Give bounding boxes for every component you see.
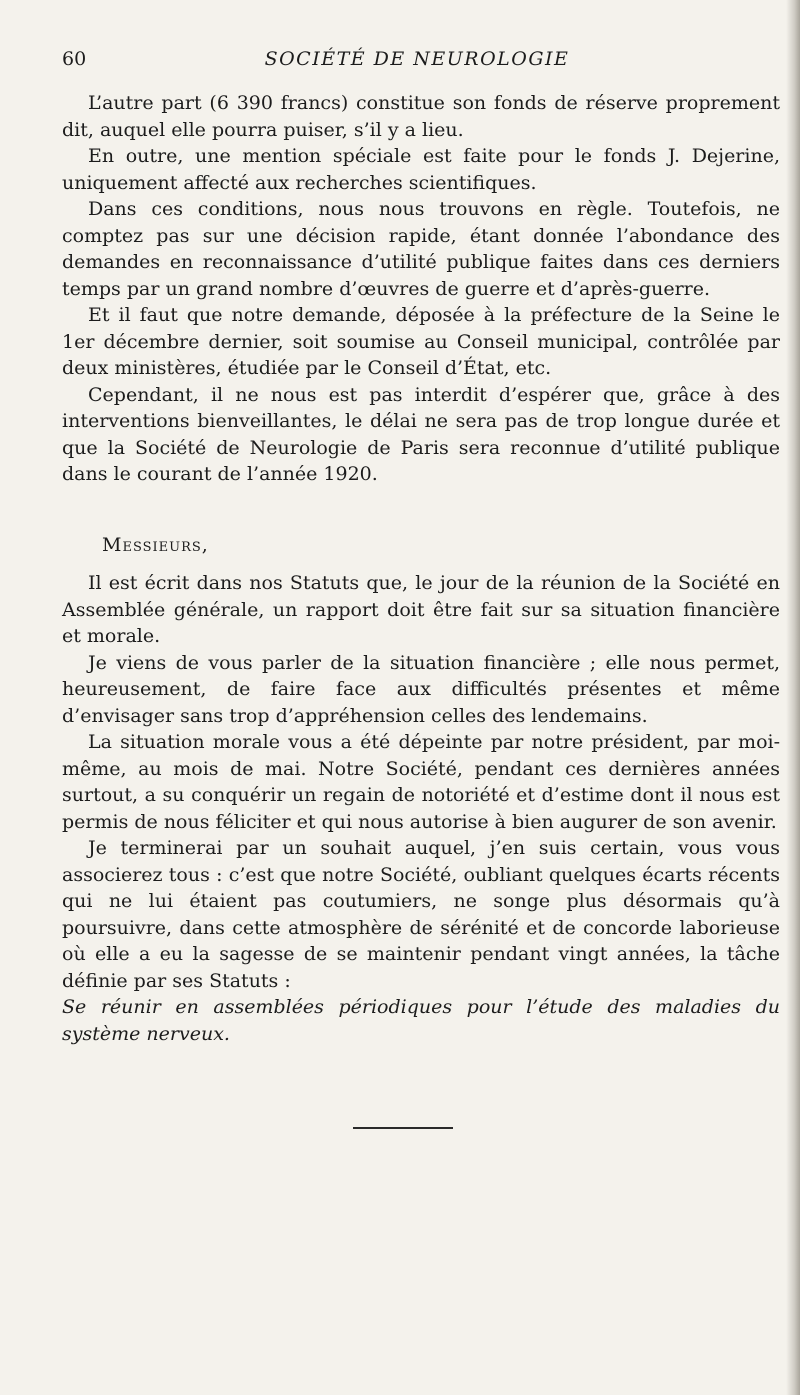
page-number: 60 <box>62 48 87 70</box>
paragraph: Dans ces conditions, nous nous trouvons en règle. Toutefois, ne comptez pas sur une décision rapide, étant donnée l’abondance des demandes en reconnaissance d’utilité publique faites dans ces derniers temps par un grand nombre d’œuvres de guerre et d’après-guerre. <box>62 198 780 300</box>
paragraph: L’autre part (6 390 francs) constitue son fonds de réserve proprement dit, auquel elle pourra puiser, s’il y a lieu. <box>62 92 780 141</box>
paragraph: Il est écrit dans nos Statuts que, le jour de la réunion de la Société en Assemblée générale, un rapport doit être fait sur sa situation financière et morale. <box>62 572 780 647</box>
running-title: SOCIÉTÉ DE NEUROLOGIE <box>264 48 570 70</box>
paragraph: Je viens de vous parler de la situation financière ; elle nous permet, heureusement, de faire face aux difficultés présentes et même d’envisager sans trop d’appréhension celles des lendemains. <box>62 651 780 727</box>
section-heading: Messieurs, <box>102 533 209 556</box>
paragraph: Cependant, il ne nous est pas interdit d’espérer que, grâce à des interventions bienveillantes, le délai ne sera pas de trop longue durée et que la Société de Neurologie de Paris sera reconnue d’utilité publique dans le courant de l’année 1920. <box>62 383 780 485</box>
page-body <box>62 90 780 1047</box>
closing-rule <box>353 1127 453 1129</box>
paragraph: Je terminerai par un souhait auquel, j’en suis certain, vous vous associerez tous : c’est que notre Société, oubliant quelques écarts récents qui ne lui étaient pas coutumiers, ne songe plus désormais qu’à poursuivre, dans cette atmosphère de sérénité et de concorde laborieuse où elle a eu la sagesse de se maintenir pendant vingt années, la tâche définie par ses Statuts : <box>62 837 780 992</box>
paragraph: Et il faut que notre demande, déposée à la préfecture de la Seine le 1er décembre dernier, soit soumise au Conseil municipal, contrôlée par deux ministères, étudiée par le Conseil d’État, etc. <box>62 304 780 379</box>
paragraph: La situation morale vous a été dépeinte par notre président, par moi-même, au mois de mai. Notre Société, pendant ces dernières années surtout, a su conquérir un regain de notoriété et d’estime dont il nous est permis de nous féliciter et qui nous autorise à bien augurer de son avenir. <box>62 731 780 833</box>
closing-italic-text: Se réunir en assemblées périodiques pour l’étude des maladies du système nerveux. <box>62 996 780 1045</box>
page-edge-shadow <box>786 0 800 1395</box>
page-header <box>62 48 772 76</box>
paragraph: En outre, une mention spéciale est faite pour le fonds J. Dejerine, uniquement affecté aux recherches scientifiques. <box>62 145 780 194</box>
